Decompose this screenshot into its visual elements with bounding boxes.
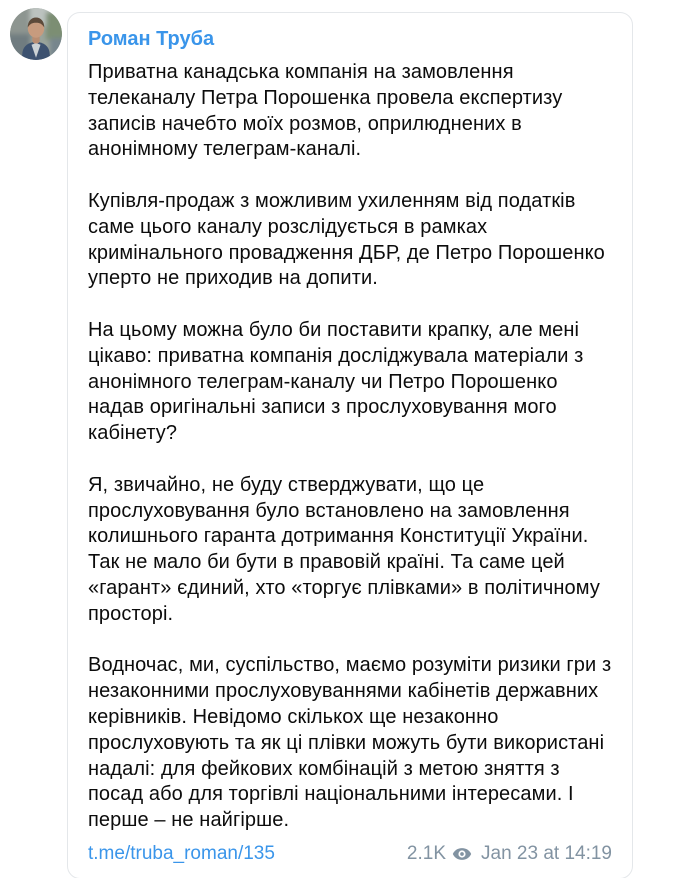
eye-icon — [452, 847, 472, 861]
avatar-photo — [10, 8, 62, 60]
message-paragraph: Купівля-продаж з можливим ухиленням від податків саме цього каналу розслідується в рамках кримінального провадження ДБР, де Петро Порошенко уперто не приходив на допити. — [88, 189, 605, 290]
message-paragraph: На цьому можна було би поставити крапку, але мені цікаво: приватна компанія досліджувала матеріали з анонімного телеграм-каналу чи Петро Порошенко надав оригінальні записи з прослуховування мого кабінету? — [88, 318, 584, 445]
post-permalink[interactable]: t.me/truba_roman/135 — [88, 842, 275, 864]
views-counter — [407, 842, 472, 866]
message-paragraph: Я, звичайно, не буду стверджувати, що це прослуховування було встановлено на замовлення колишнього гаранта дотримання Конституції України. Так не мало би бути в правовій країні. Та саме цей «гарант» єдиний, хто «торгує плівками» в політичному просторі. — [88, 473, 600, 625]
message-paragraph: Приватна канадська компанія на замовлення телеканалу Петра Порошенка провела експертизу записів начебто моїх розмов, оприлюднених в анонімному телеграм-каналі. — [88, 61, 563, 161]
post-timestamp: Jan 23 at 14:19 — [481, 842, 612, 864]
message-footer — [88, 842, 612, 866]
channel-avatar[interactable] — [10, 8, 62, 60]
message-bubble — [67, 12, 633, 878]
message-text — [88, 60, 612, 834]
message-meta — [407, 842, 612, 866]
channel-name[interactable]: Роман Труба — [88, 28, 215, 50]
views-count: 2.1K — [406, 842, 446, 864]
message-paragraph: Водночас, ми, суспільство, маємо розуміти ризики гри з незаконними прослуховуваннями кабінетів державних керівників. Невідомо скількох ще незаконно прослуховують та як ці плівки можуть бути використані надалі: для фейкових комбінацій з метою зняття з посад або для торгівлі національними інтересами. І перше – не найгірше. — [88, 654, 612, 832]
